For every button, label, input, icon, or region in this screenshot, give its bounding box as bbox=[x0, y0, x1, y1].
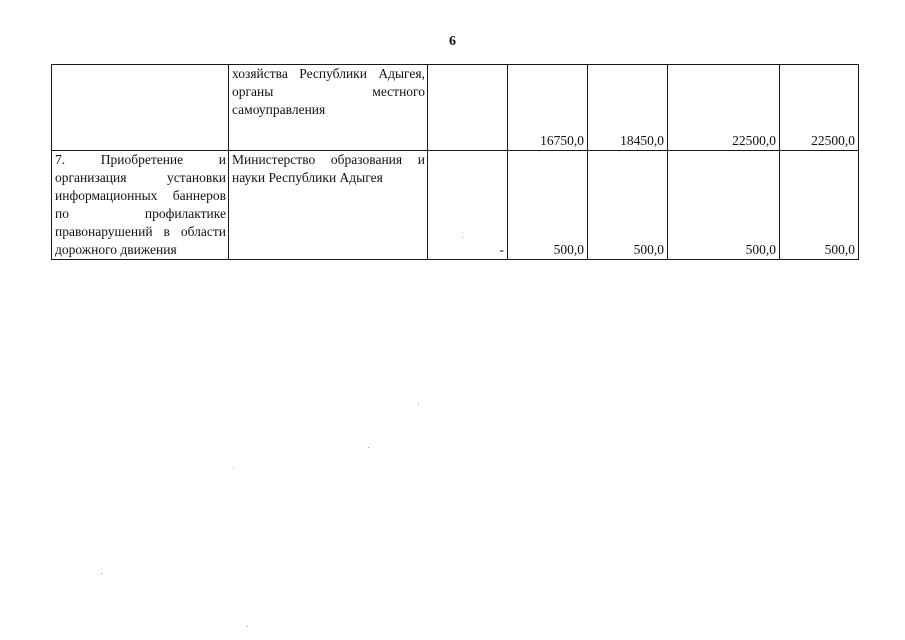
executor-cell: Министерство образования и науки Республики Адыгея bbox=[229, 151, 428, 260]
funding-cell: 22500,0 bbox=[668, 65, 780, 151]
funding-cell bbox=[428, 65, 508, 151]
program-table bbox=[51, 64, 859, 260]
funding-cell: 500,0 bbox=[668, 151, 780, 260]
table-row bbox=[52, 151, 859, 260]
funding-cell: 500,0 bbox=[780, 151, 859, 260]
scan-speck bbox=[462, 237, 463, 238]
page-number: 6 bbox=[449, 34, 456, 49]
funding-cell: 18450,0 bbox=[588, 65, 668, 151]
executor-cell: хозяйства Республики Адыгея, органы местного самоуправления bbox=[229, 65, 428, 151]
scan-speck bbox=[418, 404, 419, 405]
measure-name-cell bbox=[52, 65, 229, 151]
funding-cell: 500,0 bbox=[508, 151, 588, 260]
scan-speck bbox=[233, 467, 234, 468]
funding-cell: 22500,0 bbox=[780, 65, 859, 151]
funding-cell: - bbox=[428, 151, 508, 260]
scan-speck bbox=[368, 447, 369, 448]
scan-speck bbox=[247, 626, 248, 627]
funding-cell: 500,0 bbox=[588, 151, 668, 260]
funding-cell: 16750,0 bbox=[508, 65, 588, 151]
scan-speck bbox=[101, 573, 102, 574]
measure-name-cell: 7. Приобретение и организация установки информационных баннеров по профилактике правонарушений в области дорожного движения bbox=[52, 151, 229, 260]
table-row bbox=[52, 65, 859, 151]
